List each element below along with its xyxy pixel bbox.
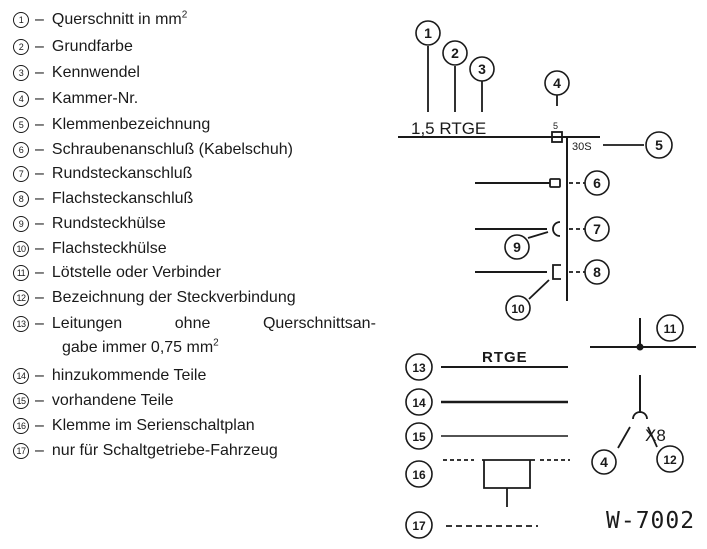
callout-text: 6: [593, 175, 601, 191]
legend-number: 11: [13, 265, 29, 281]
callout-text: 16: [412, 468, 426, 482]
legend-text: Flachsteckanschluß: [51, 190, 194, 207]
legend-number: 17: [13, 443, 29, 459]
legend-item: 3 – Kennwendel: [13, 63, 140, 83]
leader-line: [528, 232, 548, 238]
legend-number: 9: [13, 216, 29, 232]
leader-line: [618, 427, 630, 448]
solder-point-symbol: [637, 344, 642, 349]
terminal-symbol: [484, 460, 530, 488]
legend-item: 6 – Schraubenanschluß (Kabelschuh): [13, 140, 293, 160]
legend-item: 17 – nur für Schaltgetriebe-Fahrzeug: [13, 441, 278, 461]
callout-text: 8: [593, 264, 601, 280]
legend-text: Klemmenbezeichnung: [51, 116, 211, 133]
legend-item: 12 – Bezeichnung der Steckverbindung: [13, 288, 296, 308]
legend-item: 5 – Klemmenbezeichnung: [13, 115, 210, 135]
legend-item: 10 – Flachsteckhülse: [13, 239, 167, 259]
callout-text: 4: [553, 75, 561, 91]
callout-text: 13: [412, 361, 426, 375]
legend-item: 8 – Flachsteckanschluß: [13, 189, 193, 209]
callout-text: 2: [451, 45, 459, 61]
callout-text: 3: [478, 61, 486, 77]
legend-text: Leitungen ohne Querschnittsan-: [51, 315, 376, 332]
round-socket-symbol: [553, 222, 560, 236]
legend-item: 1 – Querschnitt in $mm^2$: [13, 10, 187, 30]
legend-number: 2: [13, 39, 29, 55]
legend-number: 4: [13, 91, 29, 107]
callout-text: 10: [511, 302, 525, 316]
legend-text: Rundsteckanschluß: [51, 165, 193, 182]
legend-text: Grundfarbe: [51, 38, 133, 55]
legend-number: 3: [13, 65, 29, 81]
callout-text: 15: [412, 430, 426, 444]
connector-socket-symbol: [633, 412, 647, 419]
legend-text: Querschnitt in mm: [51, 11, 182, 28]
lower-wire-label: RTGE: [482, 349, 528, 366]
legend-item: 16 – Klemme im Serienschaltplan: [13, 416, 255, 436]
legend-text: hinzukommende Teile: [51, 367, 207, 384]
legend-number: 14: [13, 368, 29, 384]
callouts: [406, 21, 683, 538]
legend-text: Bezeichnung der Steckverbindung: [51, 289, 296, 306]
callout-text: 7: [593, 221, 601, 237]
legend-item: 11 – Lötstelle oder Verbinder: [13, 263, 221, 283]
legend-text: Flachsteckhülse: [51, 240, 167, 257]
terminal-label: 30S: [572, 141, 592, 153]
leader-line: [529, 280, 549, 299]
callout-text: 9: [513, 239, 521, 255]
legend-item: 2 – Grundfarbe: [13, 37, 133, 57]
callout-text: 14: [412, 396, 426, 410]
legend-number: 1: [13, 12, 29, 28]
legend-number: 16: [13, 418, 29, 434]
legend-item: 15 – vorhandene Teile: [13, 391, 173, 411]
callout-text: 12: [663, 453, 677, 467]
drawing-code: W-7002: [606, 508, 696, 534]
legend-number: 6: [13, 142, 29, 158]
callout-text: 1: [424, 25, 432, 41]
legend-item: 13 – Leitungen ohne Querschnittsan-: [13, 314, 376, 334]
legend-number: 5: [13, 117, 29, 133]
legend-item: 14 – hinzukommende Teile: [13, 366, 206, 386]
callout-text: 5: [655, 137, 663, 153]
legend-text: Schraubenanschluß (Kabelschuh): [51, 141, 293, 158]
legend-text: Kammer-Nr.: [51, 90, 139, 107]
legend-number: 7: [13, 166, 29, 182]
legend-number: 13: [13, 316, 29, 332]
legend-item: 7 – Rundsteckanschluß: [13, 164, 192, 184]
legend-text: vorhandene Teile: [51, 392, 174, 409]
legend-item: 4 – Kammer-Nr.: [13, 89, 138, 109]
wire-label: 1,5 RTGE: [411, 119, 487, 138]
flat-socket-symbol: [553, 265, 561, 279]
legend-number: 15: [13, 393, 29, 409]
legend-item-continuation: gabe immer 0,75 $mm^2$: [62, 337, 219, 356]
chamber-number-label: 5: [553, 121, 559, 131]
legend-number: 12: [13, 290, 29, 306]
legend-item: 9 – Rundsteckhülse: [13, 214, 166, 234]
screw-terminal-symbol: [550, 179, 560, 187]
legend-text: nur für Schaltgetriebe-Fahrzeug: [51, 442, 278, 459]
legend-number: 10: [13, 241, 29, 257]
connector-label: X8: [645, 426, 666, 445]
callout-text: 4: [600, 454, 608, 470]
callout-text: 17: [412, 519, 426, 533]
legend-text: Kennwendel: [51, 64, 140, 81]
callout-text: 11: [663, 322, 677, 336]
legend-number: 8: [13, 191, 29, 207]
legend-text: Lötstelle oder Verbinder: [51, 264, 221, 281]
legend-text: Klemme im Serienschaltplan: [51, 417, 255, 434]
legend-text: Rundsteckhülse: [51, 215, 166, 232]
